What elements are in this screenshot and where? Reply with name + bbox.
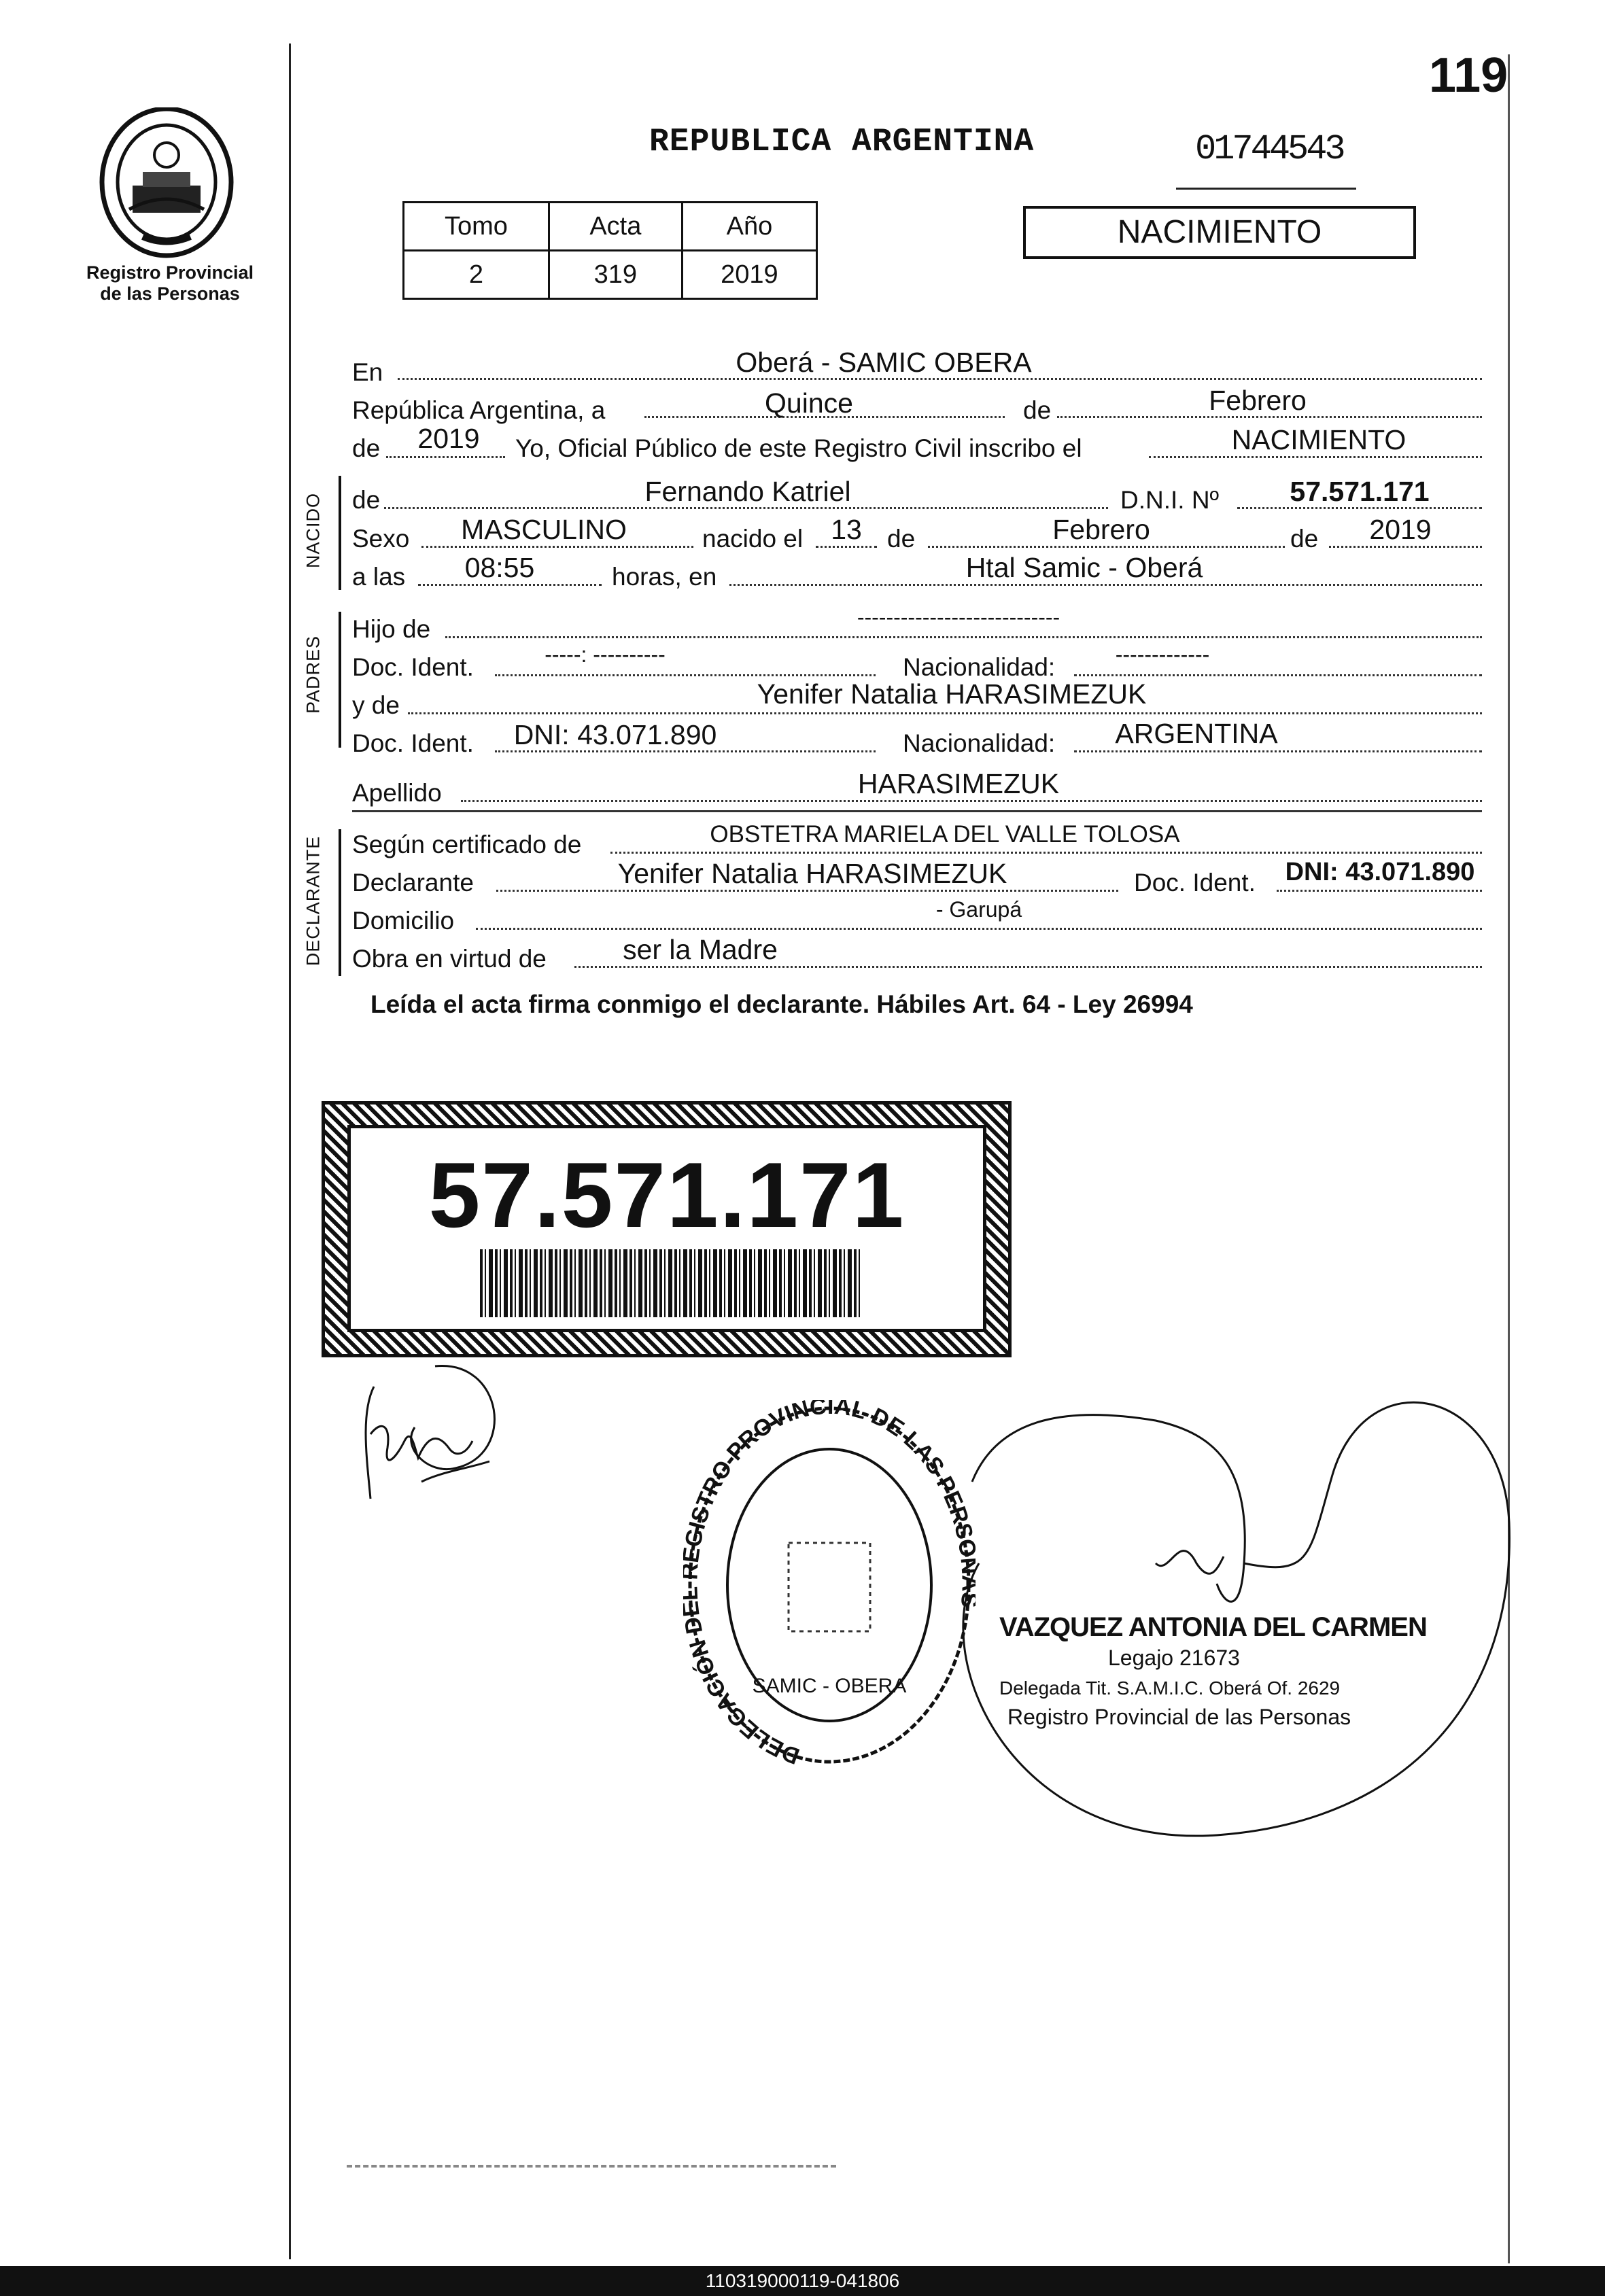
record-table	[402, 201, 818, 300]
page-number: 119	[1429, 48, 1508, 103]
year-prefix: de	[352, 434, 381, 462]
horas-label: horas, en	[612, 563, 717, 591]
acta-header: Acta	[549, 203, 682, 251]
nacido-de-label: de	[352, 486, 381, 514]
ano-header: Año	[682, 203, 816, 251]
serial-underline	[1176, 188, 1356, 190]
sexo-label: Sexo	[352, 525, 410, 553]
official-role: Delegada Tit. S.A.M.I.C. Oberá Of. 2629	[999, 1677, 1341, 1699]
dom-dots	[476, 928, 1482, 930]
place-value: Oberá - SAMIC OBERA	[736, 347, 1032, 378]
apellido-value: HARASIMEZUK	[857, 768, 1060, 799]
official-legajo: Legajo 21673	[1108, 1646, 1240, 1670]
decl-value: Yenifer Natalia HARASIMEZUK	[617, 858, 1007, 889]
mother-dots	[408, 712, 1482, 714]
tomo-header: Tomo	[404, 203, 549, 251]
doc-type: NACIMIENTO	[1117, 214, 1322, 250]
mother-name: Yenifer Natalia HARASIMEZUK	[757, 678, 1147, 710]
stamp-ring-text: DELEGACIÓN ISTRO PROVINCIAL DE LAS PERS	[684, 1400, 976, 1769]
dom-value: - Garupá	[935, 897, 1022, 922]
nacido-de3-label: de	[1290, 525, 1319, 553]
doc2-label: Doc. Ident.	[352, 729, 474, 757]
sexo-dots	[421, 546, 693, 548]
nacido-side-label: NACIDO	[303, 493, 324, 569]
bottom-code: 110319000119-041806	[705, 2270, 900, 2291]
stamp-inner-text: SAMIC - OBERA	[752, 1675, 907, 1697]
declarante-bar	[339, 829, 341, 976]
apellido-label: Apellido	[352, 779, 442, 807]
official-name: VAZQUEZ ANTONIA DEL CARMEN	[999, 1612, 1427, 1642]
padres-bar	[339, 612, 341, 748]
doc1-dots	[495, 674, 876, 676]
statement-text: Yo, Oficial Público de este Registro Civil inscribo el	[515, 434, 1082, 462]
dni-sticker-inner	[347, 1125, 986, 1332]
decl-doc-value: DNI: 43.071.890	[1285, 858, 1475, 886]
de-label: de	[1023, 396, 1052, 424]
nac2-value: ARGENTINA	[1115, 718, 1278, 749]
registry-name	[68, 262, 272, 305]
nac1-label: Nacionalidad:	[903, 653, 1056, 681]
birth-year-dots	[1329, 546, 1482, 548]
birth-month: Febrero	[1052, 514, 1150, 545]
tomo-value: 2	[404, 251, 549, 299]
doc2-value: DNI: 43.071.890	[513, 719, 717, 750]
decl-doc-dots	[1277, 890, 1482, 892]
event-value: NACIMIENTO	[1231, 424, 1406, 455]
barcode-icon	[480, 1249, 861, 1317]
decl-doc-label: Doc. Ident.	[1134, 869, 1256, 897]
declarante-side-label: DECLARANTE	[303, 835, 324, 967]
registry-name-line2: de las Personas	[100, 283, 240, 304]
official-block	[999, 1612, 1434, 1730]
cert-value: OBSTETRA MARIELA DEL VALLE TOLOSA	[710, 821, 1180, 848]
right-margin-line	[1508, 54, 1510, 2263]
official-signature	[931, 1359, 1530, 1849]
en-label: En	[352, 358, 383, 386]
birth-year: 2019	[1369, 514, 1432, 545]
event-dots	[1149, 456, 1482, 458]
hour-dots	[418, 584, 602, 586]
nac1-dots	[1074, 674, 1482, 676]
decl-label: Declarante	[352, 869, 474, 897]
republica-label: República Argentina, a	[352, 396, 606, 424]
hour-label: a las	[352, 563, 406, 591]
obra-dots	[574, 966, 1482, 968]
hijo-label: Hijo de	[352, 615, 431, 643]
nac2-dots	[1074, 750, 1482, 752]
dni-label: D.N.I. Nº	[1120, 486, 1220, 514]
scan-dash-line	[347, 2165, 836, 2168]
doc1-value: -----: ----------	[545, 642, 666, 667]
cert-dots	[610, 852, 1482, 854]
child-name: Fernando Katriel	[644, 476, 851, 507]
day-value: Quince	[765, 387, 853, 419]
bottom-code-bar	[0, 2266, 1605, 2296]
year-dots	[386, 456, 505, 458]
signature-scribble-icon	[353, 1359, 510, 1509]
apellido-underline	[352, 810, 1482, 812]
closing-text: Leída el acta firma conmigo el declarante. Hábiles Art. 64 - Ley 26994	[370, 990, 1193, 1018]
year-value: 2019	[417, 423, 480, 454]
cert-label: Según certificado de	[352, 831, 582, 858]
birth-day: 13	[831, 514, 862, 545]
obra-label: Obra en virtud de	[352, 945, 547, 973]
doc1-label: Doc. Ident.	[352, 653, 474, 681]
yde-label: y de	[352, 691, 400, 719]
nacido-bar	[339, 476, 341, 590]
dom-label: Domicilio	[352, 907, 455, 935]
country-title: REPUBLICA ARGENTINA	[649, 124, 1035, 160]
apellido-dots	[461, 800, 1482, 802]
ano-value: 2019	[682, 251, 816, 299]
sexo-value: MASCULINO	[461, 514, 627, 545]
obra-value: ser la Madre	[623, 934, 778, 965]
nacido-de2-label: de	[887, 525, 916, 553]
hijo-dots	[445, 636, 1482, 638]
hijo-value: ----------------------------	[857, 605, 1060, 629]
serial-number: 01744543	[1195, 129, 1343, 169]
dni-sticker-number: 57.571.171	[428, 1143, 905, 1247]
dni-sticker	[322, 1101, 1012, 1357]
province-seal-icon	[95, 107, 238, 264]
birth-month-dots	[928, 546, 1285, 548]
nac1-value: -------------	[1115, 642, 1210, 667]
birth-place: Htal Samic - Oberá	[965, 552, 1203, 583]
nacido-el-label: nacido el	[702, 525, 804, 553]
padres-side-label: PADRES	[303, 635, 324, 714]
acta-value: 319	[549, 251, 682, 299]
birthday-dots	[816, 546, 877, 548]
nac2-label: Nacionalidad:	[903, 729, 1056, 757]
registry-logo	[95, 107, 238, 264]
month-value: Febrero	[1209, 385, 1307, 416]
declarant-signature	[353, 1359, 510, 1509]
doc-type-box	[1023, 206, 1416, 259]
child-dni: 57.571.171	[1290, 476, 1430, 507]
official-office: Registro Provincial de las Personas	[1007, 1705, 1351, 1729]
registry-name-line1: Registro Provincial	[86, 262, 254, 283]
hour-value: 08:55	[464, 552, 535, 583]
margin-line	[289, 44, 291, 2259]
signature-loop-icon	[931, 1359, 1530, 1849]
decl-dots	[496, 890, 1118, 892]
birth-place-dots	[729, 584, 1482, 586]
